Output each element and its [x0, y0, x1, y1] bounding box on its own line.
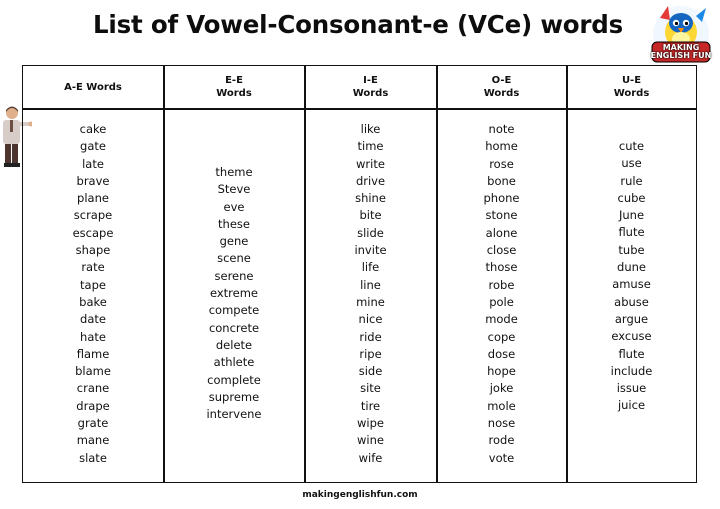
word-item: gate — [80, 139, 106, 154]
i-e-word-list — [305, 121, 436, 467]
header-o-e-line-2: Words — [483, 88, 520, 99]
word-item: June — [618, 208, 645, 223]
word-item: abuse — [614, 294, 649, 309]
header-divider — [23, 108, 696, 110]
word-item: life — [361, 260, 380, 275]
word-item: stone — [485, 208, 518, 223]
word-item: close — [486, 243, 517, 258]
word-item: brave — [76, 173, 110, 188]
word-item: mole — [487, 398, 516, 413]
word-item: Steve — [217, 182, 251, 197]
word-item: ripe — [359, 346, 382, 361]
word-item: shine — [355, 191, 386, 206]
header-a-e-line-1: A-E Words — [64, 81, 122, 93]
word-item: serene — [214, 268, 254, 283]
word-item: concrete — [208, 320, 260, 335]
word-item: bake — [79, 294, 107, 309]
logo-line-2: ENGLISH FUN — [650, 51, 712, 60]
word-item: late — [82, 156, 104, 171]
word-item: bone — [487, 173, 516, 188]
header-i-e — [305, 66, 436, 108]
word-item: slide — [357, 225, 384, 240]
word-item: scene — [217, 251, 251, 266]
header-i-e-line-1: I-E — [363, 75, 378, 86]
word-item: athlete — [213, 355, 255, 370]
vce-words-table — [22, 65, 697, 483]
word-item: date — [80, 312, 106, 327]
word-item: drive — [355, 173, 386, 188]
header-a-e — [23, 66, 163, 108]
word-item: argue — [614, 311, 649, 326]
header-o-e — [437, 66, 566, 108]
word-item: line — [360, 277, 381, 292]
word-item: cake — [79, 122, 107, 136]
word-item: issue — [616, 381, 647, 396]
word-item: those — [485, 260, 518, 275]
word-item: nice — [358, 312, 383, 327]
word-item: use — [621, 156, 642, 171]
word-item: eve — [223, 199, 245, 214]
word-item: intervene — [206, 407, 262, 422]
word-item: rule — [620, 173, 643, 188]
logo-text — [648, 44, 714, 60]
page-title: List of Vowel-Consonant-e (VCe) words — [93, 10, 623, 39]
header-u-e-line-2: Words — [613, 88, 650, 99]
making-english-fun-logo — [646, 4, 716, 66]
site-url: makingenglishfun.com — [302, 490, 418, 500]
word-item: escape — [72, 225, 114, 240]
word-item: compete — [208, 303, 260, 318]
word-item: cute — [618, 139, 645, 153]
word-item: alone — [485, 225, 518, 240]
word-item: note — [488, 122, 515, 136]
word-item: excuse — [611, 329, 652, 344]
word-item: time — [357, 139, 384, 154]
word-item: juice — [617, 398, 646, 413]
a-e-word-list — [23, 121, 163, 467]
word-item: blame — [75, 364, 111, 379]
word-item: dose — [487, 346, 516, 361]
word-item: robe — [488, 277, 515, 292]
word-item: cube — [617, 190, 646, 205]
word-item: invite — [354, 243, 387, 258]
word-item: supreme — [208, 389, 260, 404]
word-item: plane — [77, 191, 109, 206]
word-item: like — [360, 122, 381, 136]
header-e-e-line-1: E-E — [225, 75, 243, 86]
word-item: crane — [76, 381, 110, 396]
word-item: dune — [617, 260, 646, 275]
header-u-e-line-1: U-E — [621, 75, 642, 86]
word-item: wipe — [357, 416, 384, 431]
word-item: mane — [76, 433, 110, 448]
word-item: these — [218, 216, 250, 231]
word-item: vote — [488, 450, 515, 465]
word-item: pole — [489, 294, 514, 309]
word-item: extreme — [209, 286, 259, 301]
header-e-e — [164, 66, 304, 108]
word-item: tube — [618, 242, 645, 257]
word-item: flute — [618, 225, 645, 240]
word-item: rose — [489, 156, 514, 171]
word-item: complete — [207, 372, 261, 387]
word-item: ride — [359, 329, 382, 344]
word-item: joke — [489, 381, 514, 396]
header-o-e-line-1: O-E — [491, 75, 512, 86]
u-e-word-list — [567, 138, 696, 415]
word-item: grate — [77, 416, 109, 431]
word-item: rate — [81, 260, 105, 275]
word-item: tire — [360, 398, 381, 413]
word-item: flute — [618, 346, 645, 361]
word-item: mine — [356, 294, 385, 309]
word-item: wine — [357, 433, 384, 448]
word-item: theme — [215, 165, 253, 179]
word-item: wife — [358, 450, 383, 465]
word-item: write — [356, 156, 385, 171]
header-e-e-line-2: Words — [216, 88, 252, 99]
word-item: side — [358, 364, 383, 379]
header-u-e — [567, 66, 696, 108]
word-item: drape — [76, 398, 110, 413]
header-i-e-line-2: Words — [352, 88, 389, 99]
word-item: phone — [483, 191, 520, 206]
word-item: hate — [80, 329, 106, 344]
word-item: tape — [80, 277, 106, 292]
word-item: bite — [359, 208, 382, 223]
logo-line-1: MAKING — [662, 43, 700, 52]
word-item: rode — [488, 433, 515, 448]
o-e-word-list — [437, 121, 566, 467]
word-item: shape — [75, 243, 111, 258]
word-item: amuse — [612, 277, 651, 292]
word-item: mode — [485, 312, 518, 327]
word-item: include — [610, 363, 653, 378]
word-item: home — [485, 139, 518, 154]
word-item: scrape — [73, 208, 113, 223]
word-item: nose — [487, 416, 516, 431]
word-item: cope — [487, 329, 516, 344]
e-e-word-list — [164, 164, 304, 423]
word-item: hope — [487, 364, 516, 379]
word-item: gene — [219, 234, 249, 249]
word-item: flame — [76, 346, 110, 361]
word-item: site — [360, 381, 381, 396]
word-item: delete — [215, 337, 253, 352]
word-item: slate — [79, 450, 107, 465]
